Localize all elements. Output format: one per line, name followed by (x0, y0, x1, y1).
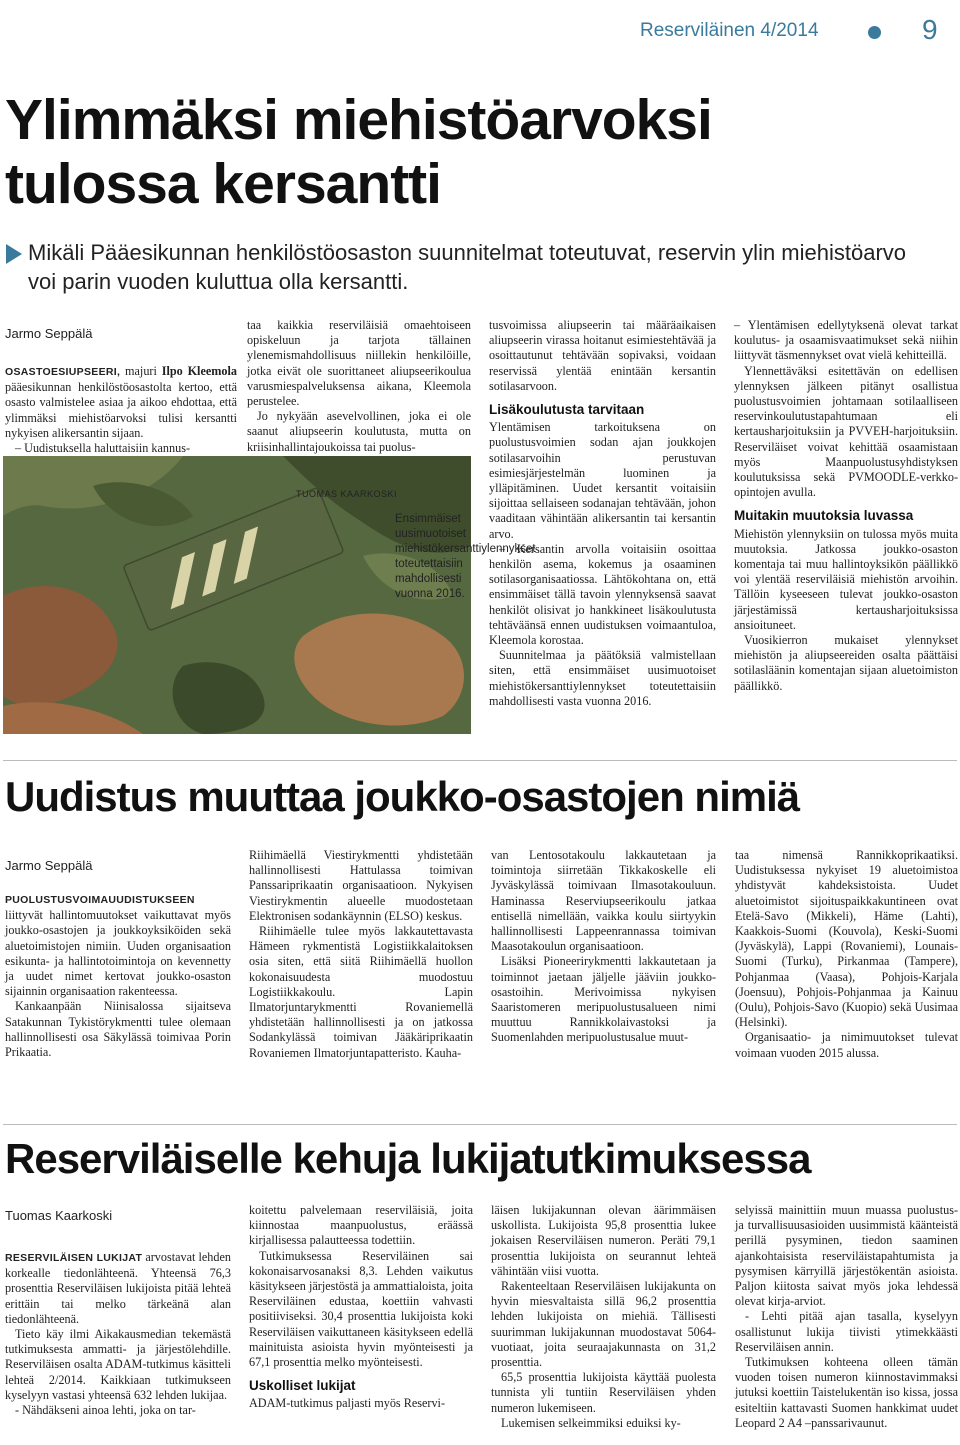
article3-col2: koitettu palvelemaan reserviläisiä, joita kiinnostaa maanpuolustus, eräässä kirjallisessa palautteessa todettiin. Tutkimuksessa Reserviläinen sai kokonaisarvosanaksi 8,3. Lehden vaikutus käsitykseen järjestöstä ja ammattialoista, joita Reserviläinen edustaa, koettiin vahvasti positiiviseksi. 30,4 prosenttia lukijoista koki Reserviläisen vaikuttaneen käsitykseen edellä mainituista asioista hyvin myönteisesti ja 67,1 prosenttia melko myönteisesti. Uskolliset lukijat ADAM-tutkimus paljasti myös Reservi- (249, 1203, 473, 1411)
page-number: 9 (922, 14, 938, 45)
article2-col1: PUOLUSTUSVOIMAUUDISTUKSEEN liittyvät hallintomuutokset vaikuttavat myös joukko-osastojen ja joukkoyksiköiden sekä aluetoimistojen nimiin. Uuden organisaation esikunta- ja hallintotoimintoja on kevennetty ja uudet nimet kertovat joukko-osaston sijainnin organisaation rakenteessa. Kankaanpään Niinisalossa sijaitseva Satakunnan Tykistörykmentti tulee olemaan hallinnollisesti osa Säkylässä toimivaa Porin Prikaatia. (5, 894, 231, 1060)
article1-col2: taa kaikkia reserviläisiä omaehtoiseen opiskeluun ja tarjota tällainen ylenemismahdollisuus niillekin henkilöille, jotka eivät ole suorittaneet aliupseerikoulua varusmiespalveluksensa aikana, Kleemola perustelee. Jo nykyään asevelvollinen, joka ei ole saanut aliupseerin koulutusta, mutta on kriisinhallintajoukoissa tai puolus- (247, 318, 471, 454)
article3-byline: Tuomas Kaarkoski (5, 1208, 113, 1223)
page-header (0, 0, 960, 62)
subheading: Lisäkoulutusta tarvitaan (489, 402, 645, 418)
kicker: RESERVILÄISEN LUKIJAT (5, 1252, 143, 1264)
photo-credit: TUOMAS KAARKOSKI (296, 489, 398, 499)
article2-title: Uudistus muuttaa joukko-osastojen nimiä (5, 773, 800, 820)
article1-lead: Mikäli Pääesikunnan henkilöstöosaston suunnitelmat toteutuvat, reservin ylin miehistöarvo voi parin vuoden kuluttua olla kersantti. (28, 240, 907, 294)
article1-col1: OSASTOESIUPSEERI, majuri Ilpo Kleemola pääesikunnan henkilöstöosastolta kertoo, että osasto valmistelee asiaa ja aikoo ehdottaa, että ylimmäksi miehistöarvoksi tulisi kersantti nykyisen alikersantin sijaan. – Uudistuksella haluttaisiin kannus- (5, 364, 237, 456)
kicker: PUOLUSTUSVOIMAUUDISTUKSEEN (5, 894, 195, 906)
article1-title: Ylimmäksi miehistöarvoksi tulossa kersantti (5, 88, 712, 216)
article3-col4: selyissä mainittiin muun muassa puolustus- ja turvallisuusasioiden uusimmistä käänteistä perillä pysyminen, tiedon saaminen ajankohtaisista reserviläistapahtumista ja pysymisen kärryillä järjestökentän asioista. Paljon kiitosta saivat myös joka lehdessä olevat kirja-arviot. - Lehti pitää ajan tasalla, kyselyyn osallistunut lukija tiivisti ytimekkäästi Reserviläisen annin. Tutkimuksen kohteena olleen tämän vuoden toisen numeron kiinnostavimmaksi jutuksi koettiin Taistelukentän iso kissa, jossa esiteltiin kattavasti Suomen hankkimat uudet Leopard 2 A4 –panssarivaunut. (735, 1203, 958, 1430)
article2-col2: Riihimäellä Viestirykmentti yhdistetään hallinnollisesti Hattulassa toimivan Panssariprikaatin organisaatioon. Nykyisen Viestirykmentin alueelle muodostetaan Elektronisen sodankäynnin (ELSO) keskus. Riihimäelle tulee myös lakkautettavasta Hämeen rykmentistä Logistiikkalaitoksen osia siten, että siitä Riihimäellä huollon kokonaisuudesta muodostuu Logistiikkakoulu. Lapin Ilmatorjuntarykmentti Rovaniemellä yhdistetään hallinnollisesti ja on jatkossa Sodankylässä toimivan Jääkäriprikaatin Rovaniemen Ilmatorjuntapatteristo. Kauha- (249, 848, 473, 1060)
publication-name: Reserviläinen 4/2014 (640, 20, 819, 41)
subheading: Uskolliset lukijat (249, 1378, 356, 1394)
article2-byline: Jarmo Seppälä (5, 858, 93, 873)
lead-arrow-icon (6, 244, 22, 264)
article1-col3: tusvoimissa aliupseerin tai määräaikaisen aliupseerin virassa hoitanut esimiestehtävää ja osoittautunut tehtävään sopivaksi, voidaan reservissä ylentää enintään kersantin sotilasarvoon. Lisäkoulutusta tarvitaan Ylentämisen tarkoituksena on puolustusvoimien sodan ajan joukkojen sotilasarvoihin perustuvan esimiesjärjestelmän luominen ja ylläpitäminen. Uudet kersantit voitaisiin sijoittaa sellaiseen sodanajan tehtävään, johon vaaditaan vähintään alikersantin tai kersantin arvo. – Kersantin arvolla voitaisiin osoittaa henkilön asema, kokemus ja osaaminen sotilasorganisaatiossa. Lähtökohtana on, että ensimmäiset tällä tavoin ylennyksensä saavat henkilöt olisivat jo hankkineet lisäkoulutusta tehtäväänsä ennen uudistuksen voimaantuloa, Kleemola korostaa. Suunnitelmaa ja päätöksiä valmistellaan siten, että ensimmäiset uusimuotoiset miehistökersanttiylennykset toteutettaisiin mahdollisesti vasta vuonna 2016. (489, 318, 716, 708)
section-divider (3, 760, 957, 761)
article3-title: Reserviläiselle kehuja lukijatutkimuksessa (5, 1135, 811, 1182)
article1-col4: – Ylentämisen edellytyksenä olevat tarkat koulutus- ja osaamisvaatimukset sekä niihin liittyvät täsmennykset ovat vielä kehitteillä. Ylennettäväksi esitettävän on edellisen ylennyksen jälkeen pitänyt osallistua puolustusvoimien johtamaan sotilaalliseen reservinkoulutustapahtumaan eli kertausharjoituksiin ja PVVEH-harjoituksiin. Reserviläiset voivat kehittää osaamistaan myös Maanpuolustusyhdistyksen koulutuksissa sekä PVMOODLE-verkko-opintojen avulla. Muitakin muutoksia luvassa Miehistön ylennyksiin on tulossa myös muita muutoksia. Jatkossa joukko-osaston komentaja tai muu hallintoyksikön päällikkö voi ylentää reserviläisiä miehistön arvoihin. Tällöin kyseeseen tulevat joukko-osaston järjestämissä kertausharjoituksissa ansioituneet. Vuosikierron mukaiset ylennykset miehistön ja aliupseereiden osalta päättäisi sotilasläänin komentajan sijaan aluetoimiston päällikkö. (734, 318, 958, 693)
kicker: OSASTOESIUPSEERI, (5, 366, 121, 378)
article3-col3: läisen lukijakunnan olevan äärimmäisen uskollista. Lukijoista 95,8 prosenttia lukee jokaisen Reserviläisen numeron. Peräti 79,1 prosenttia lukijoista on seurannut lehteä vähintään viisi vuotta. Rakenteeltaan Reserviläisen lukijakunta on hyvin miesvaltaista sillä 96,2 prosenttia lehden lukijoista on miehiä. Tällisesti suurimman lukijakunnan muodostavat 5064-vuotiaat, joita seuraajakunnasta on 31,2 prosenttia. 65,5 prosenttia lukijoista käyttää puolesta tunnista yli tuntiin Reserviläisen yhden numeron lukemiseen. Lukemisen selkeimmiksi eduiksi ky- (491, 1203, 716, 1430)
article3-col1: RESERVILÄISEN LUKIJAT arvostavat lehden korkealle tiedonlähteenä. Yhteensä 76,3 prosenttia Reserviläisen lukijoista pitää lehteä erittäin tai melko tärkeänä alan tiedonlähteenä. Tieto käy ilmi Aikakausmedian tekemästä tutkimuksesta ammatti- ja järjestölehdille. Reserviläisen osalta ADAM-tutkimus käsitteli lehteä 2/2014. Kaikkiaan tutkimukseen kyselyyn vastasi yhteensä 632 lehden lukijaa. - Nähdäkseni ainoa lehti, joka on tar- (5, 1250, 231, 1418)
article2-col4: taa nimensä Rannikkoprikaatiksi. Uudistuksessa nykyiset 19 aluetoimistoa yhdistyvät kahdeksistoista. Uudet aluetoimistot sijoituspaikkakuntineen ovat Etelä-Savo (Mikkeli), Häme (Lahti), Kaakkois-Suomi (Kouvola), Keski-Suomi (Jyväskylä), Lappi (Rovaniemi), Lounais-Suomi (Turku), Pirkanmaa (Tampere), Pohjanmaa (Vaasa), Pohjois-Karjala (Joensuu), Pohjois-Pohjanmaa ja Kainuu (Oulu), Pohjois-Savo (Kuopio) sekä Uusimaa (Helsinki). Organisaatio- ja nimimuutokset tulevat voimaan vuoden 2015 alussa. (735, 848, 958, 1060)
article1-byline: Jarmo Seppälä (5, 326, 93, 341)
article2-col3: van Lentosotakoulu lakkautetaan ja toimintoja siirretään Tikkakoskelle eli Jyväskylässä toimivaan Ilmasotakouluun. Haminassa Reserviupseerikoulu jatkaa entisellä nimellään, vaikka koulu siirtyykin hallinnollisesti Lappeenrannassa toimivan Maasotakoulun organisaatioon. Lisäksi Pioneerirykmentti lakkautetaan ja toiminnot jaetaan jäljelle jääviin joukko-osastoihin. Merivoimissa nykyisen Saaristomeren meripuolustusalueen nimi muuttuu Rannikkolaivastoksi ja Suomenlahden meripuolustusalue muut- (491, 848, 716, 1045)
photo-caption: Ensimmäiset uusimuotoiset miehistökersanttiylennykset toteutettaisiin mahdollisesti vuonna 2016. (395, 513, 536, 600)
subheading: Muitakin muutoksia luvassa (734, 508, 914, 524)
section-divider (3, 1124, 957, 1125)
separator-dot-icon (868, 26, 881, 39)
